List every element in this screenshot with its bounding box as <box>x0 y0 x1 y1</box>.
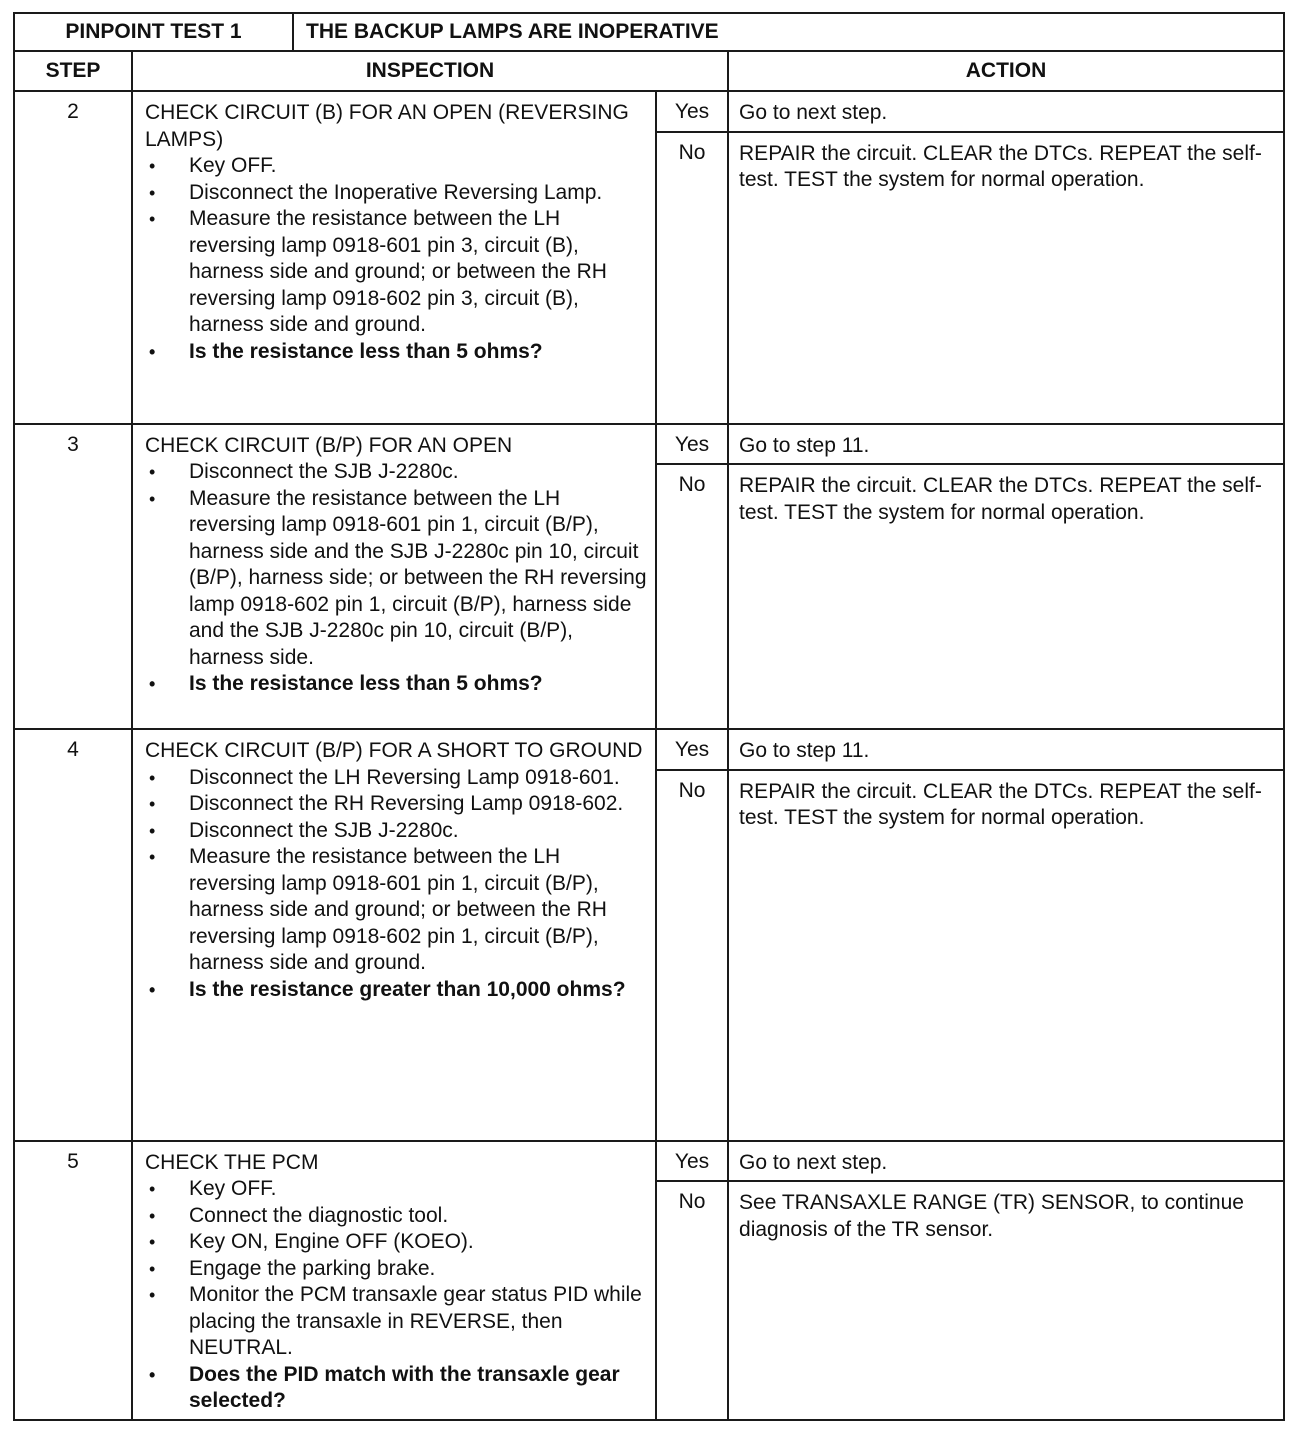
step-bullet: • Disconnect the SJB J-2280c. <box>145 818 649 845</box>
no-label: No <box>656 1181 728 1419</box>
step-question: • Is the resistance less than 5 ohms? <box>145 339 649 366</box>
no-action: See TRANSAXLE RANGE (TR) SENSOR, to continue diagnosis of the TR sensor. <box>728 1181 1284 1419</box>
inspection-column-header: INSPECTION <box>132 51 728 91</box>
no-action: REPAIR the circuit. CLEAR the DTCs. REPEAT the self-test. TEST the system for normal operation. <box>728 770 1284 1141</box>
step-row-yes <box>14 729 1284 770</box>
yes-action: Go to step 11. <box>728 729 1284 770</box>
pinpoint-test-document <box>13 12 1283 1421</box>
step-heading: CHECK CIRCUIT (B/P) FOR A SHORT TO GROUND <box>145 739 643 762</box>
step-number: 4 <box>14 729 132 1141</box>
step-row-yes <box>14 1141 1284 1182</box>
step-bullet: • Measure the resistance between the LH reversing lamp 0918-601 pin 1, circuit (B/P), harness side and ground; or between the RH reversing lamp 0918-602 pin 1, circuit (B/P), harness side and ground. <box>145 844 649 977</box>
yes-label: Yes <box>656 424 728 465</box>
step-heading: CHECK CIRCUIT (B) FOR AN OPEN (REVERSING LAMPS) <box>145 101 629 151</box>
step-bullet: • Monitor the PCM transaxle gear status PID while placing the transaxle in REVERSE, then NEUTRAL. <box>145 1282 649 1362</box>
yes-label: Yes <box>656 729 728 770</box>
yes-label: Yes <box>656 1141 728 1182</box>
step-inspection <box>132 729 656 1141</box>
step-bullet: • Connect the diagnostic tool. <box>145 1203 649 1230</box>
pinpoint-test-table <box>13 12 1285 1421</box>
step-bullet: • Engage the parking brake. <box>145 1256 649 1283</box>
step-heading: CHECK THE PCM <box>145 1150 319 1174</box>
step-bullet-list <box>145 459 649 698</box>
step-bullet: • Measure the resistance between the LH reversing lamp 0918-601 pin 3, circuit (B), harness side and ground; or between the RH reversing lamp 0918-602 pin 3, circuit (B), harness side and ground. <box>145 206 649 339</box>
step-number: 5 <box>14 1141 132 1420</box>
test-title-row <box>14 13 1284 51</box>
step-inspection <box>132 424 656 730</box>
no-action: REPAIR the circuit. CLEAR the DTCs. REPEAT the self-test. TEST the system for normal operation. <box>728 132 1284 424</box>
step-bullet: • Disconnect the Inoperative Reversing Lamp. <box>145 180 649 207</box>
step-inspection <box>132 1141 656 1420</box>
step-bullet: • Key ON, Engine OFF (KOEO). <box>145 1229 649 1256</box>
no-label: No <box>656 132 728 424</box>
step-column-header: STEP <box>14 51 132 91</box>
yes-action: Go to next step. <box>728 1141 1284 1182</box>
step-bullet: • Measure the resistance between the LH reversing lamp 0918-601 pin 1, circuit (B/P), harness side and the SJB J-2280c pin 10, circuit (B/P), harness side; or between the RH reversing lamp 0918-602 pin 1, circuit (B/P), harness side and the SJB J-2280c pin 10, circuit (B/P), harness side. <box>145 486 649 672</box>
step-heading: CHECK CIRCUIT (B/P) FOR AN OPEN <box>145 433 513 457</box>
column-header-row <box>14 51 1284 91</box>
yes-action: Go to step 11. <box>728 424 1284 465</box>
step-bullet-list <box>145 1176 649 1415</box>
step-bullet: • Disconnect the SJB J-2280c. <box>145 459 649 486</box>
step-bullet: • Disconnect the RH Reversing Lamp 0918-602. <box>145 791 649 818</box>
step-row-yes <box>14 424 1284 465</box>
no-label: No <box>656 464 728 729</box>
step-question: • Is the resistance less than 5 ohms? <box>145 671 649 698</box>
no-action: REPAIR the circuit. CLEAR the DTCs. REPEAT the self-test. TEST the system for normal operation. <box>728 464 1284 729</box>
test-title: THE BACKUP LAMPS ARE INOPERATIVE <box>293 13 1284 51</box>
yes-label: Yes <box>656 91 728 132</box>
action-column-header: ACTION <box>728 51 1284 91</box>
step-bullet-list <box>145 153 649 365</box>
step-bullet: • Key OFF. <box>145 1176 649 1203</box>
step-bullet: • Disconnect the LH Reversing Lamp 0918-601. <box>145 765 649 792</box>
no-label: No <box>656 770 728 1141</box>
step-question: • Is the resistance greater than 10,000 ohms? <box>145 977 649 1004</box>
step-number: 2 <box>14 91 132 424</box>
step-number: 3 <box>14 424 132 730</box>
step-bullet: • Key OFF. <box>145 153 649 180</box>
test-label: PINPOINT TEST 1 <box>14 13 293 51</box>
step-inspection <box>132 91 656 424</box>
step-question: • Does the PID match with the transaxle gear selected? <box>145 1362 649 1415</box>
yes-action: Go to next step. <box>728 91 1284 132</box>
step-bullet-list <box>145 765 649 1004</box>
step-row-yes <box>14 91 1284 132</box>
